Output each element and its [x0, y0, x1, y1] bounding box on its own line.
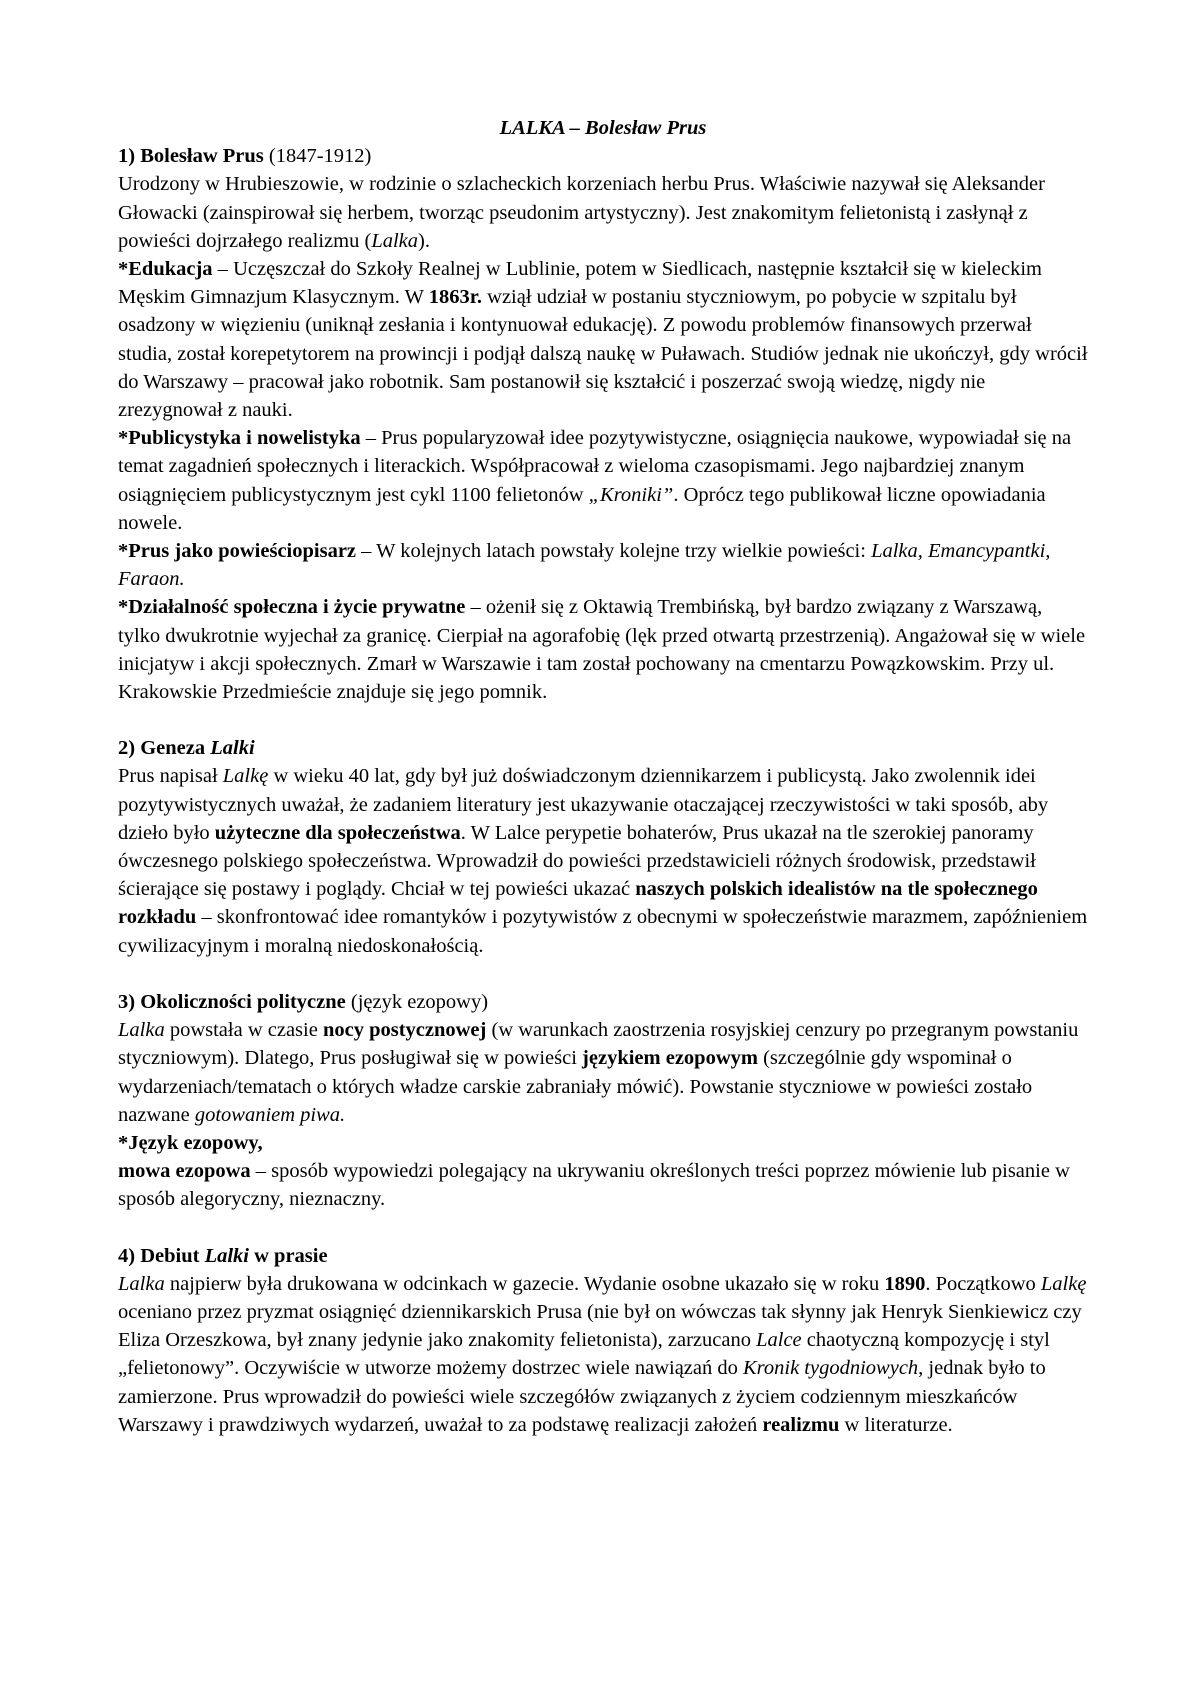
- spacer: [118, 960, 1088, 988]
- section-1-novelist: [118, 537, 1088, 593]
- section-3-heading: [118, 988, 1088, 1016]
- section-4-heading-rest: w prasie: [248, 1244, 328, 1267]
- novelist-titles: Lalka, Emancypantki, Faraon.: [118, 540, 1051, 591]
- section-1-heading-dates: (1847-1912): [263, 145, 372, 168]
- section-4-heading-italic: Lalki: [204, 1244, 249, 1267]
- genesis-text-d: – skonfrontować idee romantyków i pozytywistów z obecnymi w społeczeństwie marazmem, zapóźnieniem cywilizacyjnym i moralną niedoskonałością.: [118, 906, 1088, 957]
- debut-text-c: oceniano przez pryzmat osiągnięć dziennikarskich Prusa (nie był on wówczas tak słynny jak Henryk Sienkiewicz czy Eliza Orzeszkowa, był znany jedynie jako znakomity felietonista), zarzucano: [118, 1300, 1082, 1352]
- genesis-italic: Lalkę: [222, 765, 269, 788]
- section-1-social: [118, 593, 1088, 706]
- genesis-bold-b: naszych polskich idealistów na tle społecznego rozkładu: [118, 878, 1038, 929]
- definition-body: [118, 1157, 1088, 1213]
- document-title: LALKA – Bolesław Prus: [499, 117, 707, 139]
- politics-bold-b: językiem ezopowym: [582, 1047, 758, 1070]
- novelist-text: – W kolejnych latach powstały kolejne trzy wielkie powieści:: [356, 540, 872, 563]
- politics-italic-c: gotowaniem piwa.: [194, 1103, 346, 1126]
- debut-italic-b: Lalkę: [1040, 1272, 1087, 1295]
- debut-italic-d: Kronik tygodniowych: [743, 1357, 919, 1380]
- section-2-heading-bold: 2) Geneza: [118, 737, 211, 760]
- publicism-italic: „Kroniki”: [588, 483, 674, 506]
- section-1-heading: [118, 142, 1088, 170]
- genesis-text-a: Prus napisał: [118, 765, 223, 788]
- publicism-text-b: . Oprócz tego publikował liczne opowiadania nowele.: [118, 483, 1046, 534]
- spacer: [118, 1214, 1088, 1242]
- politics-text-a: powstała w czasie: [164, 1019, 323, 1042]
- politics-italic-a: Lalka: [118, 1019, 165, 1042]
- genesis-text-c: . W Lalce perypetie bohaterów, Prus ukazał na tle szerokiej panoramy ówczesnego polskiego społeczeństwa. Wprowadził do powieści przedstawicieli różnych środowisk, przedstawił ścierające się postawy i poglądy. Chciał w tej powieści ukazać: [118, 821, 1036, 901]
- section-1-intro: [118, 170, 1088, 255]
- section-2-body: [118, 762, 1088, 959]
- debut-text-e: , jednak było to zamierzone. Prus wprowadził do powieści wiele szczegółów związanych z życiem codziennym mieszkańców Warszawy i prawdziwych wydarzeń, uważał to za podstawę realizacji założeń: [118, 1357, 1046, 1436]
- social-text: – ożenił się z Oktawią Trembińską, był bardzo związany z Warszawą, tylko dwukrotnie wyjechał za granicę. Cierpiał na agorafobię (lęk przed otwartą przestrzenią). Angażował się w wiele inicjatyw i akcji społecznych. Zmarł w Warszawie i tam został pochowany na cmentarzu Powązkowskim. Przy ul. Krakowskie Przedmieście znajduje się jego pomnik.: [118, 596, 1086, 704]
- debut-year: 1890: [884, 1272, 926, 1295]
- section-3-heading-bold: 3) Okoliczności polityczne: [118, 990, 346, 1013]
- definition-label-1: [118, 1129, 1088, 1157]
- section-3-heading-rest: (język ezopowy): [345, 990, 489, 1013]
- debut-text-f: w literaturze.: [839, 1413, 953, 1436]
- debut-text-b: . Początkowo: [925, 1272, 1041, 1295]
- definition-term-1: *Język ezopowy,: [118, 1131, 263, 1154]
- debut-italic-c: Lalce: [756, 1329, 802, 1352]
- politics-bold-a: nocy postycznowej: [322, 1019, 487, 1042]
- section-4-heading-bold: 4) Debiut: [118, 1244, 205, 1267]
- social-label: *Działalność społeczna i życie prywatne: [118, 596, 466, 619]
- section-2-heading: [118, 734, 1088, 762]
- politics-text-c: (szczególnie gdy wspominał o wydarzeniach/tematach o których władze carskie zabraniały mówić). Powstanie styczniowe w powieści zostało nazwane: [118, 1047, 1033, 1126]
- section-4-body: [118, 1270, 1088, 1439]
- section-1-education: [118, 255, 1088, 424]
- publicism-text-a: – Prus popularyzował idee pozytywistyczne, osiągnięcia naukowe, wypowiadał się na temat zagadnień społecznych i literackich. Współpracował z wieloma czasopismami. Jego najbardziej znanym osiągnięciem publicystycznym jest cykl 1100 felietonów: [118, 427, 1072, 506]
- section-1-publicism: [118, 424, 1088, 537]
- novelist-label: *Prus jako powieściopisarz: [118, 540, 357, 563]
- spacer: [118, 706, 1088, 734]
- debut-italic-a: Lalka: [118, 1272, 165, 1295]
- intro-end: ).: [418, 229, 430, 252]
- section-3-body: [118, 1016, 1088, 1129]
- intro-text: Urodzony w Hrubieszowie, w rodzinie o szlacheckich korzeniach herbu Prus. Właściwie nazywał się Aleksander Głowacki (zainspirował się herbem, tworząc pseudonim artystyczny). Jest znakomitym felietonistą i zasłynął z powieści dojrzałego realizmu (: [118, 173, 1045, 252]
- education-text-b: wziął udział w postaniu styczniowym, po pobycie w szpitalu był osadzony w więzieniu (uniknął zesłania i kontynuował edukację). Z powodu problemów finansowych przerwał studia, został korepetytorem na prowincji i podjął dalszą naukę w Puławach. Studiów jednak nie ukończył, gdy wrócił do Warszawy – pracował jako robotnik. Sam postanowił się kształcić i poszerzać swoją wiedzę, nigdy nie zrezygnował z nauki.: [118, 286, 1088, 422]
- education-label: *Edukacja: [118, 258, 213, 281]
- politics-text-b: (w warunkach zaostrzenia rosyjskiej cenzury po przegranym powstaniu styczniowym). Dlatego, Prus posługiwał się w powieści: [118, 1019, 1079, 1070]
- education-text-a: – Uczęszczał do Szkoły Realnej w Lublinie, potem w Siedlicach, następnie kształcił się w kieleckim Męskim Gimnazjum Klasycznym. W: [118, 258, 1042, 309]
- education-year: 1863r.: [428, 286, 483, 309]
- genesis-bold-a: użyteczne dla społeczeństwa: [214, 821, 461, 844]
- genesis-text-b: w wieku 40 lat, gdy był już doświadczonym dziennikarzem i publicystą. Jako zwolennik idei pozytywistycznych uważał, że zadaniem literatury jest ukazywanie otaczającej rzeczywistości w taki sposób, aby dzieło było: [118, 765, 1049, 844]
- debut-text-d: chaotyczną kompozycję i styl „felietonowy”. Oczywiście w utworze możemy dostrzec wiele nawiązań do: [118, 1329, 1050, 1380]
- section-2-heading-italic: Lalki: [210, 737, 255, 760]
- debut-bold-realism: realizmu: [762, 1413, 840, 1436]
- debut-text-a: najpierw była drukowana w odcinkach w gazecie. Wydanie osobne ukazało się w roku: [164, 1272, 885, 1295]
- definition-text: – sposób wypowiedzi polegający na ukrywaniu określonych treści poprzez mówienie lub pisanie w sposób alegoryczny, nieznaczny.: [118, 1160, 1070, 1211]
- section-4-heading: [118, 1242, 1088, 1270]
- publicism-label: *Publicystyka i nowelistyka: [118, 427, 361, 450]
- definition-term-2: mowa ezopowa: [118, 1160, 251, 1183]
- intro-italic: Lalka: [371, 229, 419, 252]
- section-1-heading-bold: 1) Bolesław Prus: [118, 145, 264, 168]
